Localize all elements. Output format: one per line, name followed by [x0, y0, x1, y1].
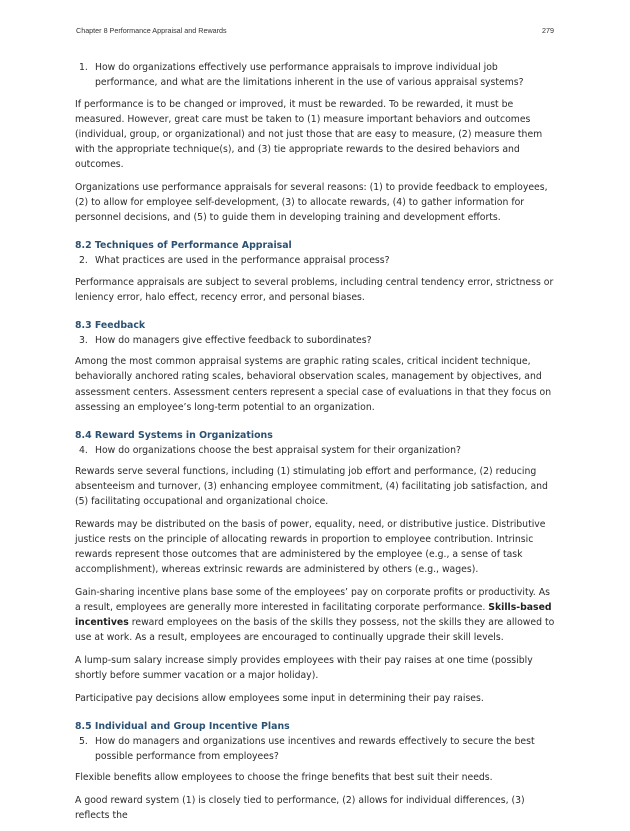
question-text: What practices are used in the performance appraisal process? [95, 254, 390, 266]
summary-paragraph: A lump-sum salary increase simply provides employees with their pay raises at one time (possibly shortly before summer vacation or a major holiday). [75, 654, 533, 681]
question-number: 4. [79, 444, 88, 456]
page-body [75, 60, 555, 831]
section-heading-8-3: 8.3 Feedback [75, 319, 146, 331]
summary-paragraph: A good reward system (1) is closely tied to performance, (2) allows for individual differences, (3) reflects the [75, 794, 525, 821]
section-heading-8-5: 8.5 Individual and Group Incentive Plans [75, 720, 290, 732]
review-question-1 [75, 60, 555, 90]
question-text: How do managers and organizations use incentives and rewards effectively to secure the best possible performance from employees? [95, 735, 535, 762]
section-heading-8-4: 8.4 Reward Systems in Organizations [75, 429, 273, 441]
summary-paragraph: Participative pay decisions allow employees some input in determining their pay raises. [75, 692, 484, 704]
summary-paragraph: Among the most common appraisal systems are graphic rating scales, critical incident technique, behaviorally anchored rating scales, behavioral observation scales, management by objectives, and assessment centers. Assessment centers represent a special case of evaluations in that they focus on assessing an employee’s long-term potential to an organization. [75, 356, 552, 413]
question-text: How do organizations choose the best appraisal system for their organization? [95, 444, 461, 456]
summary-paragraph: Flexible benefits allow employees to choose the fringe benefits that best suit their needs. [75, 772, 493, 784]
section-heading-8-2: 8.2 Techniques of Performance Appraisal [75, 239, 292, 251]
summary-paragraph: Rewards serve several functions, including (1) stimulating job effort and performance, (2) reducing absenteeism and turnover, (3) enhancing employee commitment, (4) facilitating job satisfaction, and (5) facilitating occupational and organizational choice. [75, 466, 548, 508]
paragraph-text: Gain-sharing incentive plans base some of the employees’ pay on corporate profits or productivity. As a result, employees are generally more interested in facilitating corporate performance. [75, 586, 550, 614]
question-number: 3. [79, 334, 88, 346]
paragraph-text: reward employees on the basis of the skills they possess, not the skills they are allowed to use at work. As a result, employees are encouraged to continually upgrade their skill levels. [75, 617, 555, 644]
review-question-2 [75, 253, 555, 268]
question-number: 5. [79, 735, 88, 747]
summary-paragraph: Organizations use performance appraisals for several reasons: (1) to provide feedback to employees, (2) to allow for employee self-development, (3) to allocate rewards, (4) to gather information for personnel decisions, and (5) to guide them in developing training and development efforts. [75, 181, 548, 223]
review-question-3 [75, 333, 555, 348]
question-text: How do managers give effective feedback to subordinates? [95, 334, 372, 346]
chapter-title: Chapter 8 Performance Appraisal and Rewards [76, 26, 227, 35]
summary-paragraph: If performance is to be changed or improved, it must be rewarded. To be rewarded, it must be measured. However, great care must be taken to (1) measure important behaviors and outcomes (individual, group, or organizational) and not just those that are easy to measure, (2) measure them with the appropriate technique(s), and (3) tie appropriate rewards to the desired behaviors and outcomes. [75, 98, 543, 171]
summary-paragraph: Rewards may be distributed on the basis of power, equality, need, or distributive justice. Distributive justice rests on the principle of allocating rewards in proportion to employee contribution. Intrinsic rewards represent those outcomes that are administered by the employee (e.g., a sense of task accomplishment), whereas extrinsic rewards are administered by others (e.g., wages). [75, 519, 546, 576]
question-number: 2. [79, 254, 88, 266]
review-question-4 [75, 443, 555, 458]
page-number: 279 [542, 26, 554, 35]
summary-paragraph [75, 585, 555, 645]
review-question-5 [75, 734, 555, 764]
question-number: 1. [79, 62, 88, 73]
running-header [76, 26, 554, 38]
question-text: How do organizations effectively use performance appraisals to improve individual job performance, and what are the limitations inherent in the use of various appraisal systems? [95, 62, 524, 89]
key-term: Skills-based incentives [75, 602, 552, 629]
summary-paragraph: Performance appraisals are subject to several problems, including central tendency error, strictness or leniency error, halo effect, recency error, and personal biases. [75, 276, 554, 303]
